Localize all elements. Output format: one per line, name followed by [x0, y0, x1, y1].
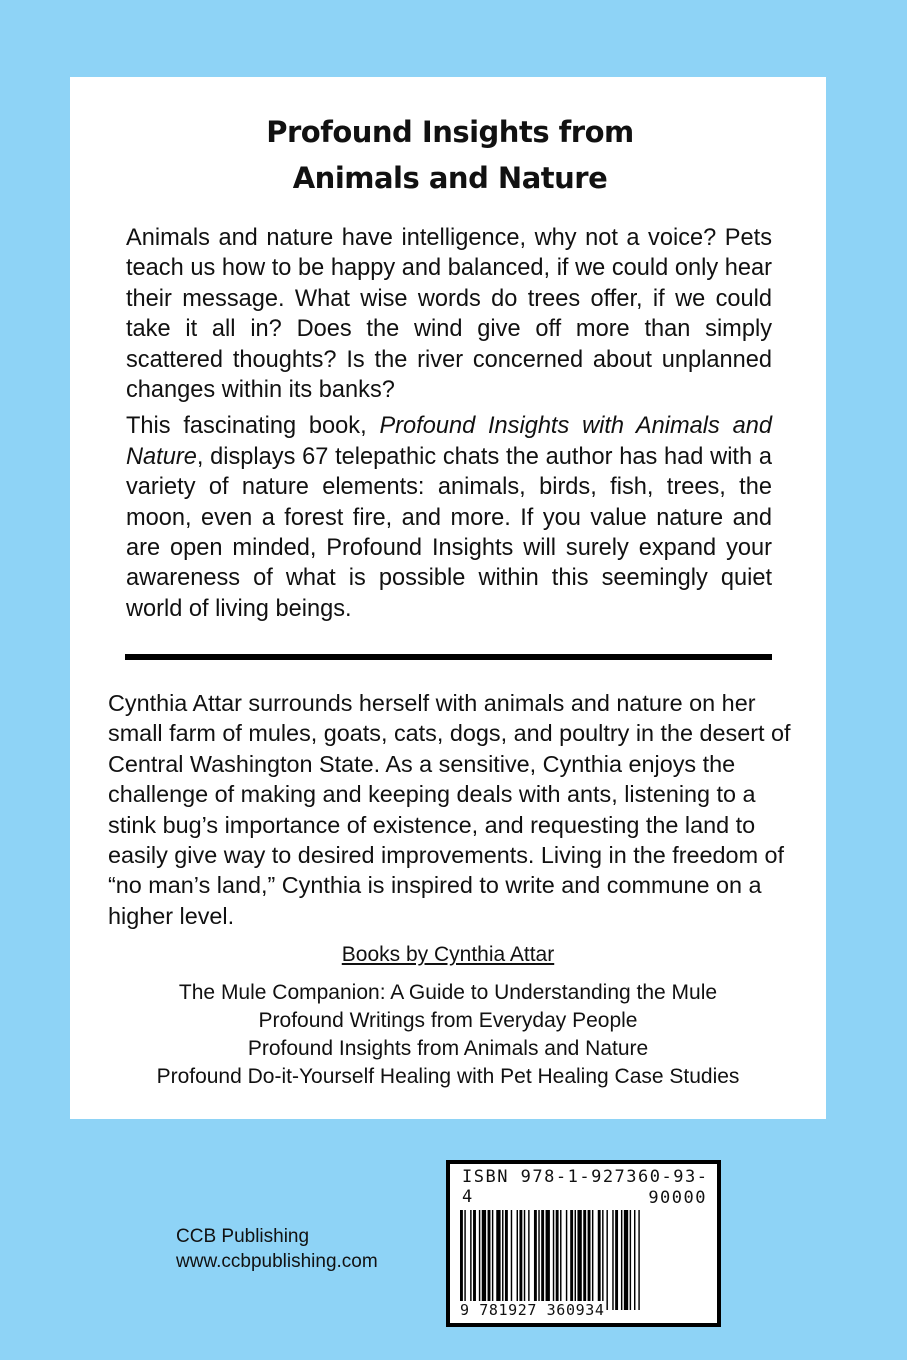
barcode-bar — [612, 1210, 613, 1310]
barcode-bar — [473, 1210, 476, 1310]
publisher-name: CCB Publishing — [176, 1226, 310, 1247]
barcode-bars — [460, 1210, 710, 1310]
barcode-bar — [517, 1210, 518, 1310]
price-code: 90000 — [648, 1188, 707, 1208]
barcode-bar — [479, 1210, 480, 1310]
blurb-book-title: Profound Insights with Animals and Nature — [126, 413, 772, 470]
barcode-bar — [566, 1210, 567, 1310]
back-cover-panel — [70, 77, 826, 1119]
book-item: The Mule Companion: A Guide to Understanding the Mule — [178, 981, 718, 1004]
publisher-website: www.ccbpublishing.com — [176, 1251, 378, 1272]
barcode-bar — [602, 1210, 603, 1310]
barcode-bar — [588, 1210, 591, 1310]
barcode-bar — [624, 1210, 628, 1310]
barcode-bar — [606, 1210, 607, 1310]
barcode-bar — [502, 1210, 503, 1310]
barcode-bar — [583, 1210, 586, 1310]
barcode-bar — [524, 1210, 525, 1310]
isbn-label: ISBN 978-1-927360-93-4 — [462, 1167, 709, 1207]
books-heading: Books by Cynthia Attar — [341, 943, 555, 966]
barcode-bar — [630, 1210, 631, 1310]
barcode-bar — [556, 1210, 559, 1310]
book-blurb — [126, 223, 772, 630]
barcode-bar — [553, 1210, 554, 1310]
barcode-bar — [634, 1210, 635, 1310]
barcode-bar — [592, 1210, 593, 1310]
barcode-bar — [638, 1210, 639, 1310]
barcode-bar — [598, 1210, 601, 1310]
blurb-paragraph-2 — [126, 411, 772, 624]
divider-rule — [125, 654, 772, 660]
book-item: Profound Writings from Everyday People — [258, 1009, 638, 1032]
barcode-bar — [575, 1210, 576, 1310]
barcode-bar — [534, 1210, 537, 1310]
isbn-barcode — [446, 1160, 721, 1327]
barcode-bar — [519, 1210, 522, 1310]
barcode-bar — [538, 1210, 539, 1310]
barcode-bar — [528, 1210, 529, 1310]
barcode-digits: 9 781927 360934 — [460, 1301, 605, 1319]
book-item: Profound Insights from Animals and Nature — [247, 1037, 649, 1060]
barcode-bar — [560, 1210, 561, 1310]
barcode-bar — [546, 1210, 550, 1310]
barcode-bar — [482, 1210, 486, 1310]
barcode-bar — [496, 1210, 500, 1310]
barcode-bar — [570, 1210, 573, 1310]
author-bio: Cynthia Attar surrounds herself with animals and nature on her small farm of mules, goats, cats, dogs, and poultry in the desert of Central Washington State. As a sensitive, Cynthia enjoys the challenge of making and keeping deals with ants, listening to a stink bug’s importance of existence, and requesting the land to easily give way to desired improvements. Living in the freedom of “no man’s land,” Cynthia is inspired to write and commune on a higher level. — [108, 690, 791, 929]
barcode-bar — [470, 1210, 471, 1310]
barcode-bar — [615, 1210, 618, 1310]
barcode-bar — [541, 1210, 544, 1310]
blurb-lead: This fascinating book, — [126, 413, 380, 440]
barcode-bar — [488, 1210, 491, 1310]
barcode-bar — [511, 1210, 512, 1310]
barcode-bar — [492, 1210, 493, 1310]
publisher-info — [176, 1224, 378, 1274]
barcode-bar — [460, 1210, 463, 1310]
barcode-bar — [505, 1210, 508, 1310]
blurb-rest: , displays 67 telepathic chats the author has had with a variety of nature elements: animals, birds, fish, trees, the moon, even a forest fire, and more. If you value nature and are open minded, Profound Insights will surely expand your awareness of what is possible within this seemingly quiet world of living beings. — [126, 443, 772, 622]
blurb-paragraph-1: Animals and nature have intelligence, why not a voice? Pets teach us how to be happy and balanced, if we could only hear their message. What wise words do trees offer, if we could take it all in? Does the wind give off more than simply scattered thoughts? Is the river concerned about unplanned changes within its banks? — [126, 225, 772, 404]
title-line-2: Animals and Nature — [292, 161, 608, 195]
book-title — [70, 109, 830, 201]
title-line-1: Profound Insights from — [266, 115, 634, 149]
books-list — [70, 979, 826, 1091]
book-item: Profound Do-it-Yourself Healing with Pet Healing Case Studies — [156, 1065, 740, 1088]
barcode-bar — [621, 1210, 622, 1310]
barcode-bar — [577, 1210, 581, 1310]
barcode-bar — [464, 1210, 465, 1310]
